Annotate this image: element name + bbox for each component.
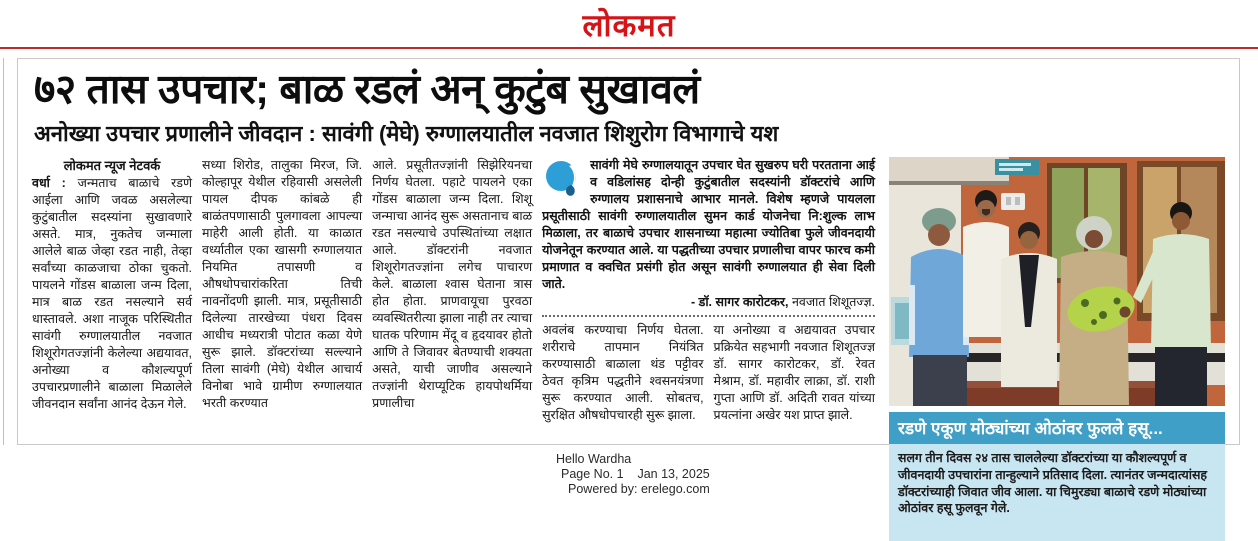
masthead-logo[interactable]: लोकमत	[582, 8, 676, 43]
text-column-4: अवलंब करण्याचा निर्णय घेतला. शरीराचे तापमान नियंत्रित करण्यासाठी बाळाला थंड पट्टीवर ठेवत कृत्रिम पद्धतीने श्वसनयंत्रणा सुरू करण्यात आली. सोबतच, सुरक्षित औषधोपचारही सुरू झाला.	[542, 322, 704, 422]
footer-publication: Hello Wardha	[556, 452, 632, 466]
text-column-3: आले. प्रसूतीतज्ज्ञांनी सिझेरियनचा निर्णय घेतला. पहाटे पायलने एका गोंडस बाळाला जन्म दिला. शिशू जन्माचा आनंद सुरू असतानाच बाळ रडत नसल्याचे उपस्थितांच्या लक्षात आले. डॉक्टरांनी नवजात शिशूरोगतज्ज्ञांना लगेच पाचारण केले. बाळाला श्वास घेताना त्रास होत होता. प्राणवायूचा पुरवठा व्यवस्थितरीत्या झाला नाही तर त्याचा घातक परिणाम मेंदू व हृदयावर होतो आणि ते जिवावर बेतण्याची शक्यता असते, याची जाणीव असल्याने तज्ज्ञांनी थेराप्यूटिक हायपोथर्मिया प्रणालीचा	[372, 157, 533, 410]
sub-columns	[542, 322, 875, 424]
text-columns-4-5	[542, 157, 875, 424]
masthead	[0, 0, 1258, 47]
photo-caption-body: सलग तीन दिवस २४ तास चाललेल्या डॉक्टरांच्या या कौशल्यपूर्ण व जीवनदायी उपचारांना तान्हुल्याने प्रतिसाद दिला. त्यानंतर जन्मदात्यांसह डॉक्टरांच्याही जिवात जीव आला. या चिमुरड्या बाळाचे रडणे मोठ्यांच्या ओठांवर हसू फुलवून गेले.	[889, 444, 1225, 541]
pull-quote	[542, 157, 875, 311]
quote-attribution	[542, 294, 875, 311]
quote-attribution-role: नवजात शिशूतज्ज्ञ.	[788, 294, 875, 309]
hospital-staff-photo-illustration	[889, 157, 1225, 406]
photo-caption	[889, 412, 1225, 541]
text-column-1	[32, 157, 192, 424]
quote-attribution-name: - डॉ. सागर कारोटकर,	[691, 294, 789, 309]
photo-area	[889, 157, 1225, 541]
left-column-rule	[3, 58, 4, 445]
page-footer	[556, 452, 710, 497]
article-subheadline: अनोख्या उपचार प्रणालीने जीवदान : सावंगी (मेघे) रुग्णालयातील नवजात शिशुरोग विभागाचे यश	[34, 120, 779, 146]
footer-page-date	[556, 467, 710, 482]
text-column-5: या अनोख्या व अद्ययावत उपचार प्रक्रियेत सहभागी नवजात शिशूतज्ज्ञ डॉ. सागर कारोटकर, डॉ. रेवत मेश्राम, डॉ. महावीर लाक्रा, डॉ. राशी गुप्ता आणि डॉ. अदिती रावत यांच्या प्रयत्नांना अखेर यश प्राप्त झाले.	[713, 322, 875, 422]
article-headline: ७२ तास उपचार; बाळ रडलं अन् कुटुंब सुखावलं	[34, 66, 700, 112]
byline: लोकमत न्यूज नेटवर्क	[63, 157, 161, 173]
footer-page-number: Page No. 1	[561, 467, 624, 481]
dotted-divider	[542, 315, 875, 317]
quote-drop-icon	[542, 159, 582, 199]
dateline: वर्धा :	[32, 175, 66, 190]
footer-date: Jan 13, 2025	[637, 467, 710, 481]
text-column-2: सध्या शिरोड, तालुका मिरज, जि. कोल्हापूर येथील रहिवासी असलेली पायल दीपक कांबळे ही बाळंतपणासाठी पुलगावला आपल्या माहेरी आली होती. या काळात वर्ध्यातील एका खासगी रुग्णालयात नियमित तपासणी व औषधोपचारांकरिता तिची नावनोंदणी झाली. मात्र, प्रसूतीसाठी दिलेल्या तारखेच्या पंधरा दिवस आधीच मध्यरात्री पोटात कळा येणे सुरू झाले. डॉक्टरांच्या सल्ल्याने तिला सावंगी (मेघे) येथील आचार्य विनोबा भावे ग्रामीण रुग्णालयात भरती करण्यात	[202, 157, 363, 410]
column-1-text: जन्मताच बाळाचे रडणे आईला आणि जवळ असलेल्या कुटुंबातील सदस्यांना सुखावणारे असते. मात्र, नुकतेच जन्माला आलेले बाळ जेव्हा रडत नाही, तेव्हा सर्वांच्या काळजाचा ठोका चुकतो. पायलने गोंडस बाळाला जन्म दिला, मात्र बाळ रडत नसल्याने सर्व धास्तावले. अशा नाजूक परिस्थितीत सावंगी रुग्णालयातील नवजात शिशूरोगतज्ज्ञांनी केलेल्या अद्ययावत, अनोख्या व कौशल्यपूर्ण उपचारप्रणालीने बाळाला मिळालेले जीवनदान सर्वांना आनंद देऊन गेले.	[32, 175, 193, 411]
masthead-rule	[0, 47, 1258, 49]
photo-caption-title: रडणे एकूण मोठ्यांच्या ओठांवर फुलले हसू...	[889, 412, 1225, 444]
article-photo[interactable]	[889, 157, 1225, 406]
footer-powered-by[interactable]: Powered by: erelego.com	[568, 482, 710, 496]
article-text-columns	[32, 157, 875, 422]
quote-text: सावंगी मेघे रुग्णालयातून उपचार घेत सुखरुप घरी परतताना आई व वडिलांसह दोन्ही कुटुंबातील सदस्यांनी डॉक्टरांचे आणि रुग्णालय प्रशासनाचे आभार मानले. विशेष म्हणजे पायलला प्रसूतीसाठी सावंगी रुग्णालयातील सुमन कार्ड योजनेचा नि:शुल्क लाभ मिळाला, तर बाळाचे उपचार शासनाच्या महात्मा ज्योतिबा फुले जीवनदायी योजनेतून करण्यात आले. या पद्धतीच्या उपचार प्रणालीचा वापर फारच कमी प्रमाणात व क्वचित प्रसंगी होत असून सावंगी रुग्णालयात ही सेवा दिली जाते.	[542, 157, 875, 291]
